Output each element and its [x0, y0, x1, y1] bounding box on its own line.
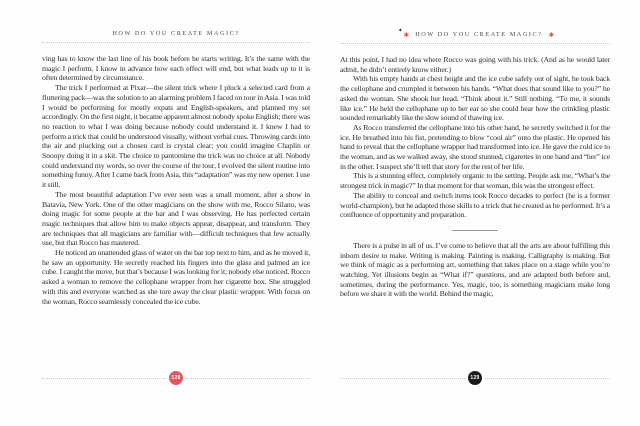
- right-running-head-text: HOW DO YOU CREATE MAGIC?: [415, 31, 543, 38]
- paragraph: The most beautiful adaptation I’ve ever seen was a small moment, after a show in Batavia, New York. One of the other magicians on the show with me, Rocco Silano, was doing magic for some people at the bar and I was observing. He has perfected certain magic techniques that allow him to make objects appear, disappear, and transform. They are techniques that all magicians are familiar with—difficult techniques that few actually use, but that Rocco has mastered.: [42, 189, 310, 248]
- red-asterisk-icon: ✱: [548, 31, 555, 39]
- paragraph: The ability to conceal and switch items took Rocco decades to perfect (he is a former world-champion), but he adapted those skills to a trick that he created as he performed. It’s a confluence of opportunity and preparation.: [340, 190, 610, 220]
- paragraph: ving has to know the last line of his book before he starts writing. It’s the same with the magic I perform. I know in advance how each effect will end, but what leads up to it is often determined by circumstance.: [42, 54, 310, 83]
- left-body-text: [42, 54, 310, 306]
- paragraph: As Rocco transferred the cellophane into his other hand, he secretly switched it for the ice. He breathed into his fist, pretending to blow “cool air” onto the plastic. He opened his hand to reveal that the cellophane wrapper had transformed into ice. He gave the cold ice to the woman, and as we walked away, she stood stunned, cigarettes in one hand and “her” ice in the other. I suspect she’ll tell that story for the rest of her life.: [340, 122, 610, 171]
- right-page: [320, 0, 640, 426]
- right-page-footer: [340, 371, 610, 385]
- left-running-head: [42, 30, 310, 43]
- footer-dotted-rule: [186, 378, 310, 379]
- paragraph: The trick I performed at Pixar—the silent trick where I pluck a selected card from a fluttering pack—was the solution to an alarming problem I faced on tour in Asia. I was told I would be performing for mostly expats and English-speakers, and planned my set accordingly. On the first night, it became apparent almost nobody spoke English; there was no reaction to what I was doing because nobody could understand it. I knew I had to perform a trick that could be understood visually, without verbal cues. Throwing cards into the air and plucking out a chosen card is crystal clear; you could imagine Chaplin or Snoopy doing it in a skit. The choice to pantomime the trick was no choice at all. Nobody could understand my words, so over the course of the tour, I evolved the silent routine into something funny. After I came back from Asia, this “adaptation” was my new opener. I use it still.: [42, 83, 310, 190]
- section-break-rule: [452, 230, 498, 231]
- paragraph: This is a stunning effect, completely organic to the setting. People ask me, “What’s the strongest trick in magic?” In that moment for that woman, this was the strongest effect.: [340, 171, 610, 191]
- footer-dotted-rule: [340, 378, 465, 379]
- right-running-head: [340, 30, 610, 44]
- paragraph: With his empty hands at chest height and the ice cube safely out of sight, he took back the cellophane and crumpled it between his hands. “What does that sound like to you?” he asked the woman. She shook her head. “Think about it.” Still nothing. “To me, it sounds like ice.” He held the cellophane up to her ear so she could hear how the crinkling plastic sounded remarkably like the slow sound of thawing ice.: [340, 74, 610, 123]
- footer-dotted-rule: [485, 378, 610, 379]
- paragraph: There is a pulse in all of us. I’ve come to believe that all the arts are about fulfilling this inborn desire to make. Writing is making. Painting is making. Calligraphy is making. But we think of magic as a performing art, something that takes place on a stage while you’re watching. Yet illusions begin as “What if?” questions, and are adapted both before and, sometimes, during the performance. Yes, magic, too, is something magicians make long before we share it with the world. Behind the magic,: [340, 240, 610, 299]
- paragraph: He noticed an unattended glass of water on the bar top next to him, and as he moved it, he saw an opportunity. He secretly reached his fingers into the glass and palmed an ice cube. I caught the move, but that’s because I was looking for it; nobody else noticed. Rocco asked a woman to remove the cellophane wrapper from her cigarette box. She struggled with this and everyone watched as she tore away the clear plastic wrapper. With focus on the woman, Rocco seamlessly concealed the ice cube.: [42, 248, 310, 306]
- red-asterisk-icon: ✱: [403, 31, 410, 39]
- left-running-head-text: HOW DO YOU CREATE MAGIC?: [112, 30, 240, 37]
- left-page-footer: [42, 371, 310, 385]
- footer-dotted-rule: [42, 378, 166, 379]
- paragraph: At this point, I had no idea where Rocco was going with his trick. (And as he would later admit, he didn’t entirely know either.): [340, 55, 610, 74]
- header-decoration-left: [396, 30, 412, 38]
- left-page-number-badge: 128: [169, 371, 183, 385]
- black-star-icon: ✦: [397, 28, 403, 34]
- right-body-text: [340, 55, 610, 299]
- right-page-number-badge: 129: [468, 371, 482, 385]
